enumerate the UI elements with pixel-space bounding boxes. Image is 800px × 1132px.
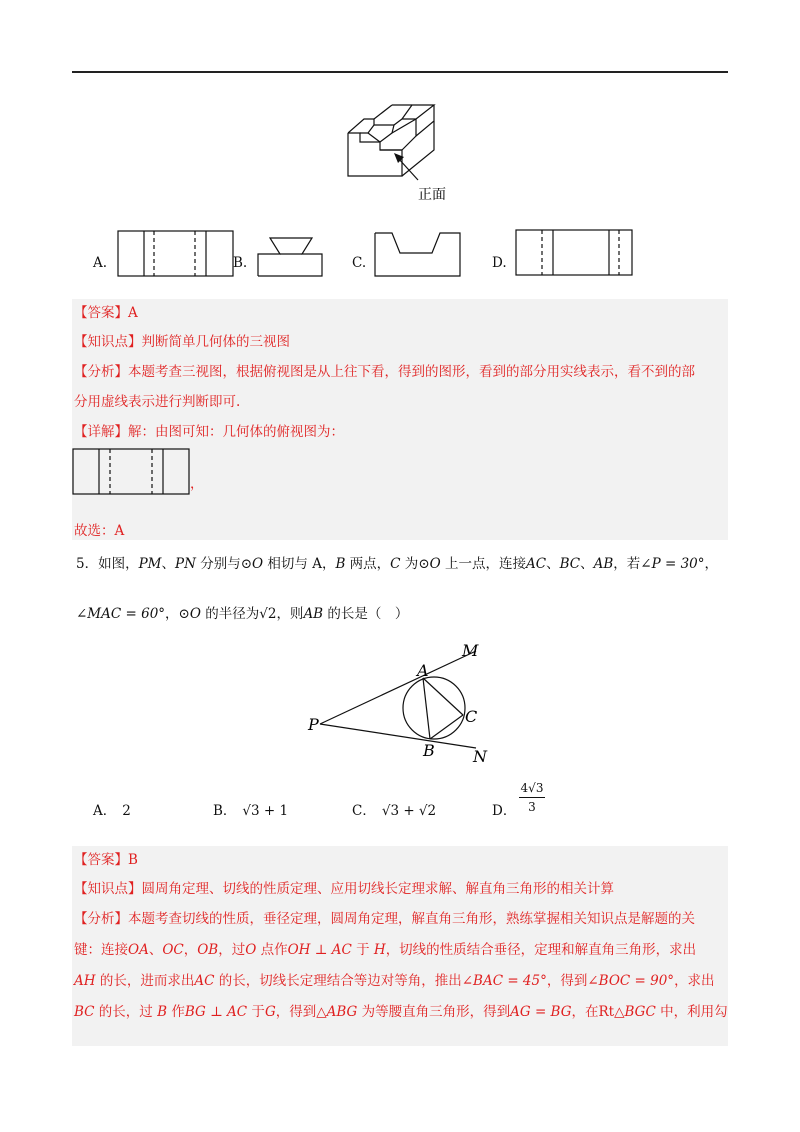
detail-comma: ， [190, 476, 204, 492]
label-c: C [465, 707, 478, 726]
circle-tangent-figure [300, 638, 500, 770]
fraction-denominator: 3 [528, 800, 536, 814]
q5-option-b: B． √3 + 1 [213, 803, 289, 819]
option-c-figure [374, 232, 464, 278]
q5-analysis-line1: 【分析】本题考查切线的性质，垂径定理，圆周角定理，解直角三角形，熟练掌握相关知识点是解题的关 [74, 911, 695, 927]
solid-figure [330, 95, 450, 210]
q5-option-c: C． √3 + √2 [352, 803, 437, 819]
q5-analysis-line3: AH 的长，进而求出AC 的长，切线长定理结合等边对等角，推出∠BAC = 45°，得到∠BOC = 90°，求出 [74, 973, 715, 989]
q4-detail [74, 422, 344, 442]
q5-option-a: A． 2 [93, 803, 131, 819]
answer-tag: 【答案】 [74, 305, 128, 321]
q4-analysis-line2: 分用虚线表示进行判断即可. [74, 394, 241, 410]
label-n: N [473, 747, 487, 766]
header-rule [72, 71, 728, 73]
detail-text: 解：由图可知：几何体的俯视图为： [128, 424, 344, 440]
knowledge-value: 判断简单几何体的三视图 [141, 334, 290, 350]
q4-choose: 故选：A [74, 523, 125, 539]
knowledge-tag: 【知识点】 [74, 334, 142, 350]
option-b-figure [256, 228, 326, 278]
q5-analysis-line2: 键：连接OA、OC，OB，过O 点作OH ⊥ AC 于 H，切线的性质结合垂径，定理和解直角三角形，求出 [74, 942, 697, 958]
q5-line1: 5．如图，PM、PN 分别与⊙O 相切与 A，B 两点，C 为⊙O 上一点，连接AC、BC、AB，若∠P = 30°， [76, 556, 718, 572]
q5-option-d-letter: D． [492, 803, 517, 819]
q5-option-d-fraction [517, 780, 547, 815]
fraction-bar [519, 797, 545, 798]
option-b-letter: B. [233, 255, 248, 271]
q5-analysis-line4: BC 的长，过 B 作BG ⊥ AC 于G，得到△ABG 为等腰直角三角形，得到AG = BG，在Rt△BGC 中，利用勾 [74, 1004, 728, 1020]
label-p: P [308, 715, 319, 734]
option-c-letter: C. [352, 255, 367, 271]
front-label: 正面 [418, 187, 446, 203]
q4-answer [74, 303, 138, 323]
analysis-tag: 【分析】 [74, 364, 128, 380]
option-d-figure [515, 229, 635, 277]
answer-value: A [128, 305, 138, 321]
option-a-letter: A. [93, 255, 108, 271]
top-view-figure [72, 448, 192, 496]
q4-analysis-line1 [74, 362, 695, 382]
detail-tag: 【详解】 [74, 424, 128, 440]
q5-knowledge: 【知识点】圆周角定理、切线的性质定理、应用切线长定理求解、解直角三角形的相关计算 [74, 881, 614, 897]
arrow-line [398, 158, 418, 180]
label-m: M [462, 641, 479, 660]
q5-line2: ∠MAC = 60°，⊙O 的半径为√2，则AB 的长是（ ） [76, 606, 409, 622]
option-d-letter: D. [492, 255, 507, 271]
fraction-numerator: 4√3 [520, 781, 544, 795]
option-a-figure [117, 230, 235, 278]
q4-knowledge [74, 332, 290, 352]
label-a: A [417, 661, 429, 680]
analysis-text: 本题考查三视图，根据俯视图是从上往下看，得到的图形，看到的部分用实线表示，看不到的部 [128, 364, 695, 380]
q5-answer: 【答案】B [74, 852, 138, 868]
label-b: B [423, 741, 435, 760]
